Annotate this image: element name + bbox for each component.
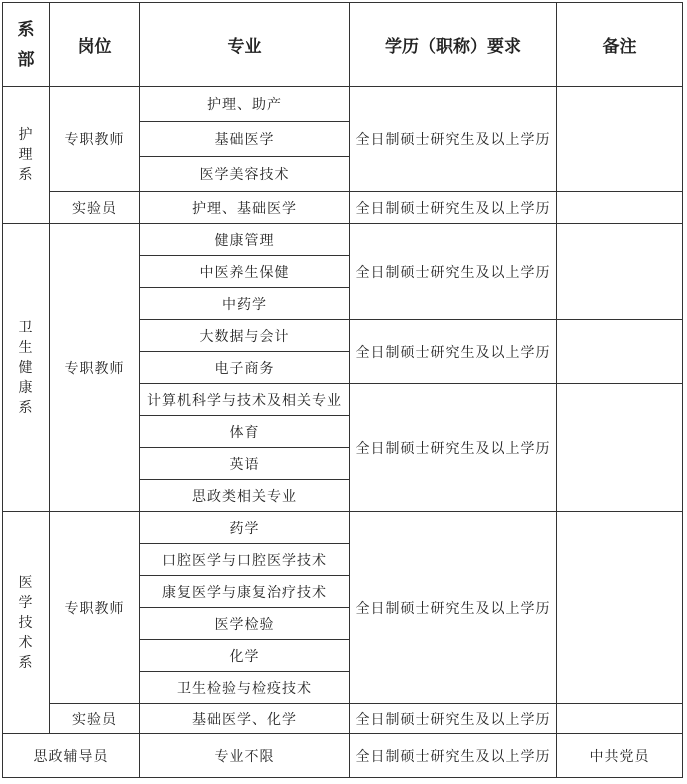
major-cell: 大数据与会计 [140, 320, 350, 352]
major-cell: 专业不限 [140, 734, 350, 778]
remark-cell [557, 384, 683, 512]
major-cell: 体育 [140, 416, 350, 448]
header-major: 专业 [140, 3, 350, 87]
major-cell: 药学 [140, 512, 350, 544]
education-cell: 全日制硕士研究生及以上学历 [350, 512, 557, 704]
education-cell: 全日制硕士研究生及以上学历 [350, 704, 557, 734]
major-cell: 医学检验 [140, 608, 350, 640]
major-cell: 护理、基础医学 [140, 192, 350, 224]
remark-cell [557, 512, 683, 704]
position-cell: 专职教师 [50, 224, 140, 512]
major-cell: 中医养生保健 [140, 256, 350, 288]
position-cell: 专职教师 [50, 87, 140, 192]
major-cell: 电子商务 [140, 352, 350, 384]
table-row [3, 512, 683, 544]
major-cell: 中药学 [140, 288, 350, 320]
major-cell: 英语 [140, 448, 350, 480]
position-cell: 实验员 [50, 192, 140, 224]
header-dept: 系 部 [3, 3, 50, 87]
major-cell: 康复医学与康复治疗技术 [140, 576, 350, 608]
dept-medtech: 医 学 技 术 系 [3, 512, 50, 734]
header-education: 学历（职称）要求 [350, 3, 557, 87]
major-cell: 基础医学、化学 [140, 704, 350, 734]
position-cell: 思政辅导员 [3, 734, 140, 778]
table-row [3, 734, 683, 778]
position-cell: 实验员 [50, 704, 140, 734]
education-cell: 全日制硕士研究生及以上学历 [350, 192, 557, 224]
table-row [3, 224, 683, 256]
major-cell: 医学美容技术 [140, 157, 350, 192]
education-cell: 全日制硕士研究生及以上学历 [350, 734, 557, 778]
major-cell: 计算机科学与技术及相关专业 [140, 384, 350, 416]
education-cell: 全日制硕士研究生及以上学历 [350, 320, 557, 384]
table-row [3, 704, 683, 734]
major-cell: 基础医学 [140, 122, 350, 157]
major-cell: 护理、助产 [140, 87, 350, 122]
remark-cell [557, 192, 683, 224]
education-cell: 全日制硕士研究生及以上学历 [350, 384, 557, 512]
major-cell: 健康管理 [140, 224, 350, 256]
header-remarks: 备注 [557, 3, 683, 87]
education-cell: 全日制硕士研究生及以上学历 [350, 87, 557, 192]
education-cell: 全日制硕士研究生及以上学历 [350, 224, 557, 320]
recruitment-table [2, 2, 683, 778]
dept-health: 卫 生 健 康 系 [3, 224, 50, 512]
major-cell: 思政类相关专业 [140, 480, 350, 512]
remark-cell [557, 320, 683, 384]
table-row [3, 87, 683, 122]
remark-cell [557, 87, 683, 192]
remark-cell [557, 704, 683, 734]
major-cell: 化学 [140, 640, 350, 672]
remark-cell [557, 224, 683, 320]
position-cell: 专职教师 [50, 512, 140, 704]
dept-nursing: 护 理 系 [3, 87, 50, 224]
remark-cell: 中共党员 [557, 734, 683, 778]
major-cell: 口腔医学与口腔医学技术 [140, 544, 350, 576]
header-position: 岗位 [50, 3, 140, 87]
table-row [3, 192, 683, 224]
major-cell: 卫生检验与检疫技术 [140, 672, 350, 704]
header-row [3, 3, 683, 87]
